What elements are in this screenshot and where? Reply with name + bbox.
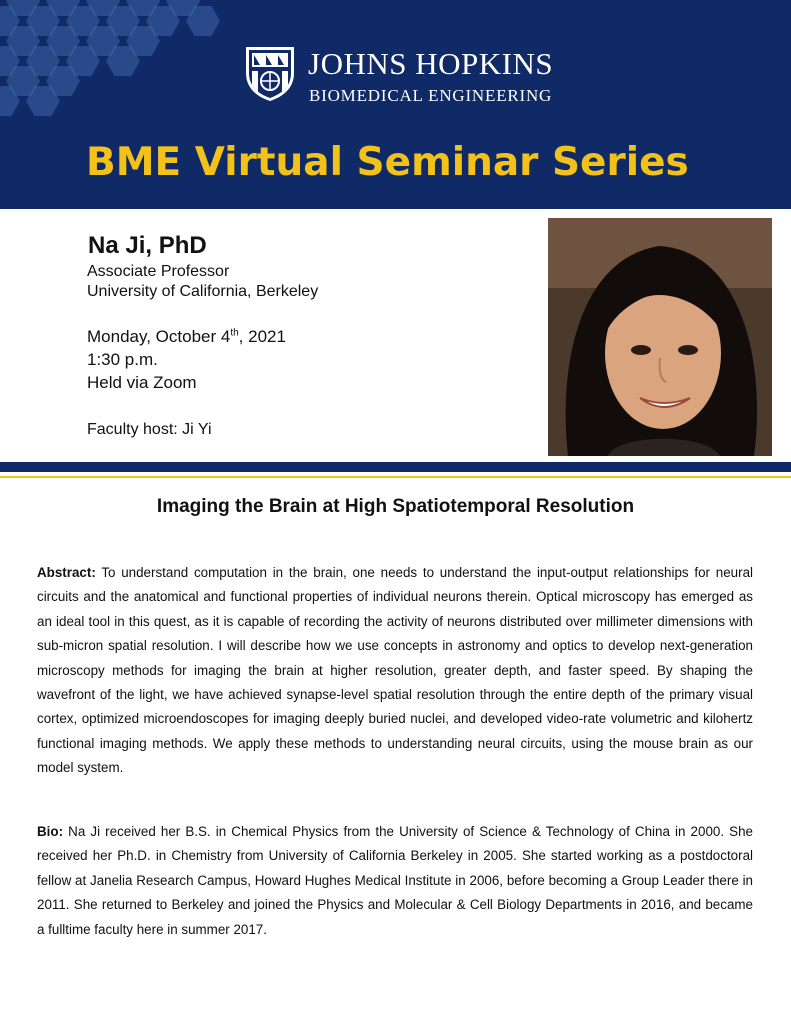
talk-title: Imaging the Brain at High Spatiotemporal Resolution xyxy=(156,496,635,517)
speaker-position: Associate Professor xyxy=(87,263,230,280)
series-title: BME Virtual Seminar Series xyxy=(86,140,689,185)
university-shield-icon xyxy=(242,43,298,103)
faculty-host: Faculty host: Ji Yi xyxy=(87,421,212,438)
abstract-text: To understand computation in the brain, one needs to understand the input-output relationships for neural circuits and the anatomical and functional properties of individual neurons therein. Optical microscopy has emerged as an ideal tool in this quest, as it is capable of recording the activity of neurons distributed over millimeter dimensions with sub-micron spatial resolution. I will describe how we use concepts in astronomy and optics to develop next-generation microscopy methods for imaging the brain at higher resolution, greater depth, and faster speed. By shaping the wavefront of the light, we have achieved synapse-level spatial resolution through the entire depth of the primary visual cortex, optimized microendoscopes for imaging deeply buried nuclei, and developed video-rate volumetric and kilohertz functional imaging methods. We apply these methods to understanding neural circuits, using the mouse brain as our model system. xyxy=(37,565,753,776)
event-date: Monday, October 4th, 2021 xyxy=(87,327,286,346)
header-banner xyxy=(0,0,791,209)
speaker-affiliation: University of California, Berkeley xyxy=(87,283,319,300)
department-name: BIOMEDICAL ENGINEERING xyxy=(309,86,553,105)
divider-gold xyxy=(0,476,791,478)
event-venue: Held via Zoom xyxy=(87,373,197,392)
divider-navy xyxy=(0,462,791,472)
bio-text: Na Ji received her B.S. in Chemical Physics from the University of Science & Technology of China in 2000. She received her Ph.D. in Chemistry from University of California Berkeley in 2005. She started working as a postdoctoral fellow at Janelia Research Campus, Howard Hughes Medical Institute in 2006, before becoming a Group Leader there in 2011. She returned to Berkeley and joined the Physics and Molecular & Cell Biology Departments in 2016, and became a fulltime faculty here in summer 2017. xyxy=(37,824,753,937)
event-time: 1:30 p.m. xyxy=(87,350,158,369)
abstract-label: Abstract: xyxy=(37,565,96,580)
speaker-portrait xyxy=(548,218,772,456)
speaker-name: Na Ji, PhD xyxy=(88,232,207,259)
abstract-paragraph xyxy=(37,561,753,781)
institution-name: JOHNS HOPKINS xyxy=(308,46,554,81)
bio-paragraph xyxy=(37,820,753,942)
bio-label: Bio: xyxy=(37,824,64,839)
